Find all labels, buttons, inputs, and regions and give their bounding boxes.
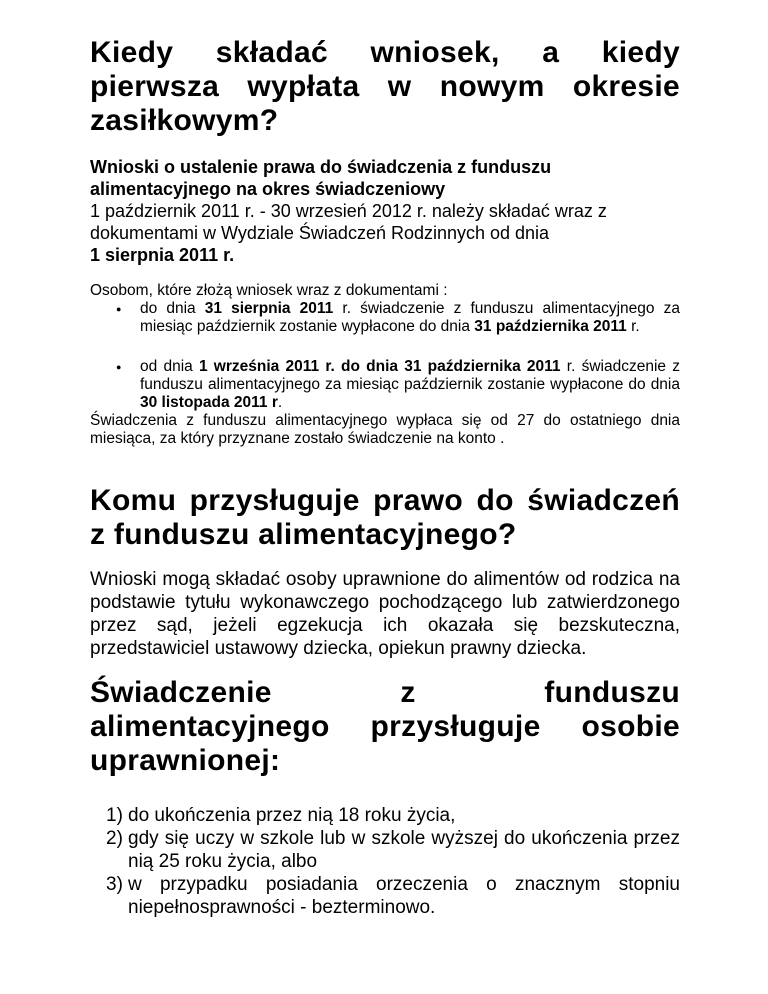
list-item — [90, 358, 680, 412]
list-number: 3) — [106, 874, 123, 895]
section-title-who-is-eligible: Komu przysługuje prawo do świadczeń z funduszu alimentacyjnego? — [90, 484, 680, 551]
bullet2-text-a: od dnia — [140, 358, 199, 375]
section-title-when-to-apply: Kiedy składać wniosek, a kiedy pierwsza wypłata w nowym okresie zasiłkowym? — [90, 36, 680, 137]
application-period-paragraph — [90, 156, 680, 266]
payment-bullet-list — [90, 300, 680, 412]
list-item — [90, 804, 680, 827]
bullet1-text-c: r. — [626, 318, 640, 335]
lead-text: 1 październik 2011 r. - 30 wrzesień 2012 r. należy składać wraz z dokumentami w Wydziale Świadczeń Rodzinnych od dnia — [90, 201, 607, 243]
section-title-benefit-conditions: Świadczenie z funduszu alimentacyjnego przysługuje osobie uprawnionej: — [90, 676, 680, 777]
bullet2-text-c: . — [277, 394, 283, 411]
payment-note: Świadczenia z funduszu alimentacyjnego wypłaca się od 27 do ostatniego dnia miesiąca, za który przyznane zostało świadczenie na konto . — [90, 412, 680, 447]
bullet-icon: ● — [116, 304, 122, 314]
document-page — [90, 0, 680, 919]
list-number: 2) — [106, 828, 123, 849]
list-item — [90, 873, 680, 919]
intro-text: Osobom, które złożą wniosek wraz z dokumentami : — [90, 282, 448, 299]
list-item-text: do ukończenia przez nią 18 roku życia, — [128, 805, 456, 826]
bullet2-text-b: r. świadczenie z funduszu alimentacyjnego za miesiąc październik zostanie wypłacone do dnia — [140, 358, 680, 393]
conditions-list — [90, 804, 680, 919]
eligibility-paragraph: Wnioski mogą składać osoby uprawnione do alimentów od rodzica na podstawie tytułu wykonawczego pochodzącego lub zatwierdzonego przez sąd, jeżeli egzekucja ich okazała się bezskuteczna, przedstawiciel ustawowy dziecka, opiekun prawny dziecka. — [90, 569, 680, 659]
bullet1-date-a: 31 sierpnia 2011 — [204, 300, 334, 317]
bullet2-date-b: 30 listopada 2011 r — [140, 394, 278, 411]
bullet2-date-a: 1 września 2011 r. do dnia 31 października 2011 — [198, 358, 561, 375]
lead-date: 1 sierpnia 2011 r. — [90, 245, 235, 265]
lead-bold-text: Wnioski o ustalenie prawa do świadczenia z funduszu alimentacyjnego na okres świadczeniowy — [90, 157, 552, 199]
bullet1-text-a: do dnia — [140, 300, 205, 317]
bullet1-date-b: 31 października 2011 — [474, 318, 627, 335]
list-item-text: gdy się uczy w szkole lub w szkole wyższej do ukończenia przez nią 25 roku życia, albo — [128, 828, 680, 872]
bullet1-text-b: r. świadczenie z funduszu alimentacyjnego za miesiąc październik zostanie wypłacone do dnia — [140, 300, 680, 335]
list-number: 1) — [106, 805, 123, 826]
bullet-icon: ● — [116, 362, 122, 372]
list-item — [90, 827, 680, 873]
list-item — [90, 300, 680, 336]
list-item-text: w przypadku posiadania orzeczenia o znacznym stopniu niepełnosprawności - bezterminowo. — [128, 874, 680, 918]
